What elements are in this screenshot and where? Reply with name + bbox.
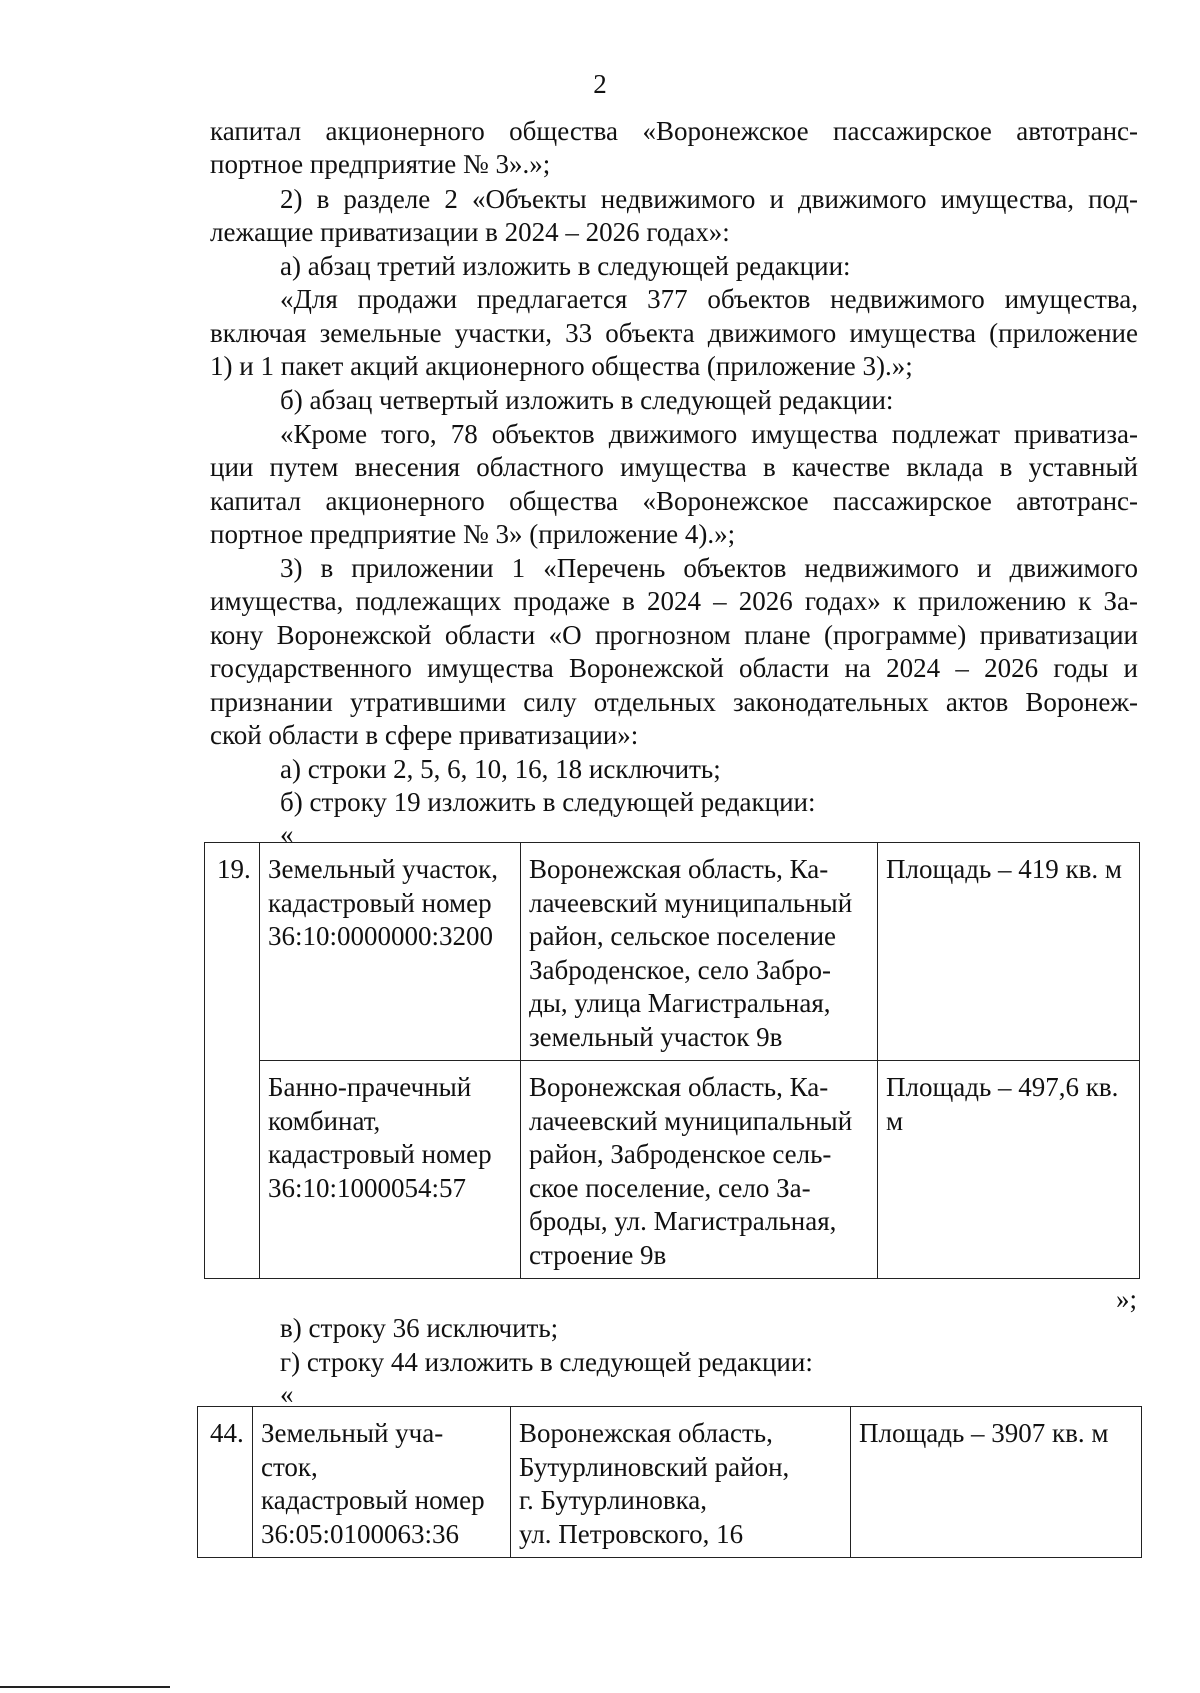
text-line: капитал акционерного общества «Воронежское пассажирское автотранс- — [210, 116, 1138, 146]
table-row-44 — [197, 1406, 1142, 1558]
address-text: Воронежская область, Ка- лачеевский муниципальный район, Заброденское сель- ское поселение, село За- броды, ул. Магистральная, строение 9в — [529, 1072, 853, 1270]
address-cell — [511, 1407, 851, 1558]
text-line: 3) в приложении 1 «Перечень объектов недвижимого и движимого — [280, 553, 1138, 583]
text-line: капитал акционерного общества «Воронежское пассажирское автотранс- — [210, 486, 1138, 516]
area-cell — [878, 843, 1140, 1061]
row-number: 19. — [205, 843, 260, 1279]
object-text: Земельный участок, кадастровый номер 36:10:0000000:3200 — [268, 854, 499, 951]
open-quote: « — [280, 1379, 294, 1409]
text-line: г) строку 44 изложить в следующей редакции: — [280, 1347, 813, 1377]
text-line: кону Воронежской области «О прогнозном плане (программе) приватизации — [210, 620, 1138, 650]
text-line: б) строку 19 изложить в следующей редакции: — [280, 787, 816, 817]
table-row-19 — [204, 842, 1140, 1279]
text-line: ции путем внесения областного имущества в качестве вклада в уставный — [210, 452, 1138, 482]
area-cell — [878, 1061, 1140, 1279]
address-cell — [521, 843, 878, 1061]
text-line: 1) и 1 пакет акций акционерного общества (приложение 3).»; — [210, 351, 913, 381]
object-cell — [260, 1061, 521, 1279]
object-cell — [253, 1407, 511, 1558]
text-line: имущества, подлежащих продаже в 2024 – 2026 годах» к приложению к За- — [210, 586, 1138, 616]
text-line: а) абзац третий изложить в следующей редакции: — [280, 251, 851, 281]
open-quote: « — [280, 819, 294, 849]
text-line: б) абзац четвертый изложить в следующей редакции: — [280, 385, 894, 415]
address-text: Воронежская область, Бутурлиновский район, г. Бутурлиновка, ул. Петровского, 16 — [519, 1418, 790, 1549]
area-cell — [851, 1407, 1142, 1558]
text-line: портное предприятие № 3» (приложение 4).»; — [210, 519, 736, 549]
text-line: государственного имущества Воронежской области на 2024 – 2026 годы и — [210, 653, 1138, 683]
text-line: портное предприятие № 3».»; — [210, 149, 551, 179]
text-line: включая земельные участки, 33 объекта движимого имущества (приложение — [210, 318, 1138, 348]
area-text: Площадь – 497,6 кв. м — [886, 1072, 1119, 1136]
area-text: Площадь – 419 кв. м — [886, 854, 1122, 884]
text-line: признании утратившими силу отдельных законодательных актов Воронеж- — [210, 687, 1138, 717]
object-cell — [260, 843, 521, 1061]
close-quote: »; — [1116, 1284, 1138, 1314]
area-text: Площадь – 3907 кв. м — [859, 1418, 1109, 1448]
footer-rule — [0, 1686, 170, 1688]
text-line: 2) в разделе 2 «Объекты недвижимого и движимого имущества, под- — [280, 184, 1138, 214]
row-number: 44. — [198, 1407, 253, 1558]
text-line: «Кроме того, 78 объектов движимого имущества подлежат приватиза- — [280, 419, 1138, 449]
object-text: Земельный уча- сток, кадастровый номер 36:05:0100063:36 — [261, 1418, 485, 1549]
text-line: в) строку 36 исключить; — [280, 1313, 559, 1343]
address-cell — [521, 1061, 878, 1279]
text-line: лежащие приватизации в 2024 – 2026 годах»: — [210, 217, 730, 247]
address-text: Воронежская область, Ка- лачеевский муниципальный район, сельское поселение Заброденское, село Забро- ды, улица Магистральная, земельный участок 9в — [529, 854, 853, 1052]
text-line: ской области в сфере приватизации»: — [210, 720, 639, 750]
text-line: «Для продажи предлагается 377 объектов недвижимого имущества, — [280, 284, 1138, 314]
text-line: а) строки 2, 5, 6, 10, 16, 18 исключить; — [280, 754, 721, 784]
object-text: Банно-прачечный комбинат, кадастровый номер 36:10:1000054:57 — [268, 1072, 492, 1203]
page-number: 2 — [593, 69, 607, 99]
